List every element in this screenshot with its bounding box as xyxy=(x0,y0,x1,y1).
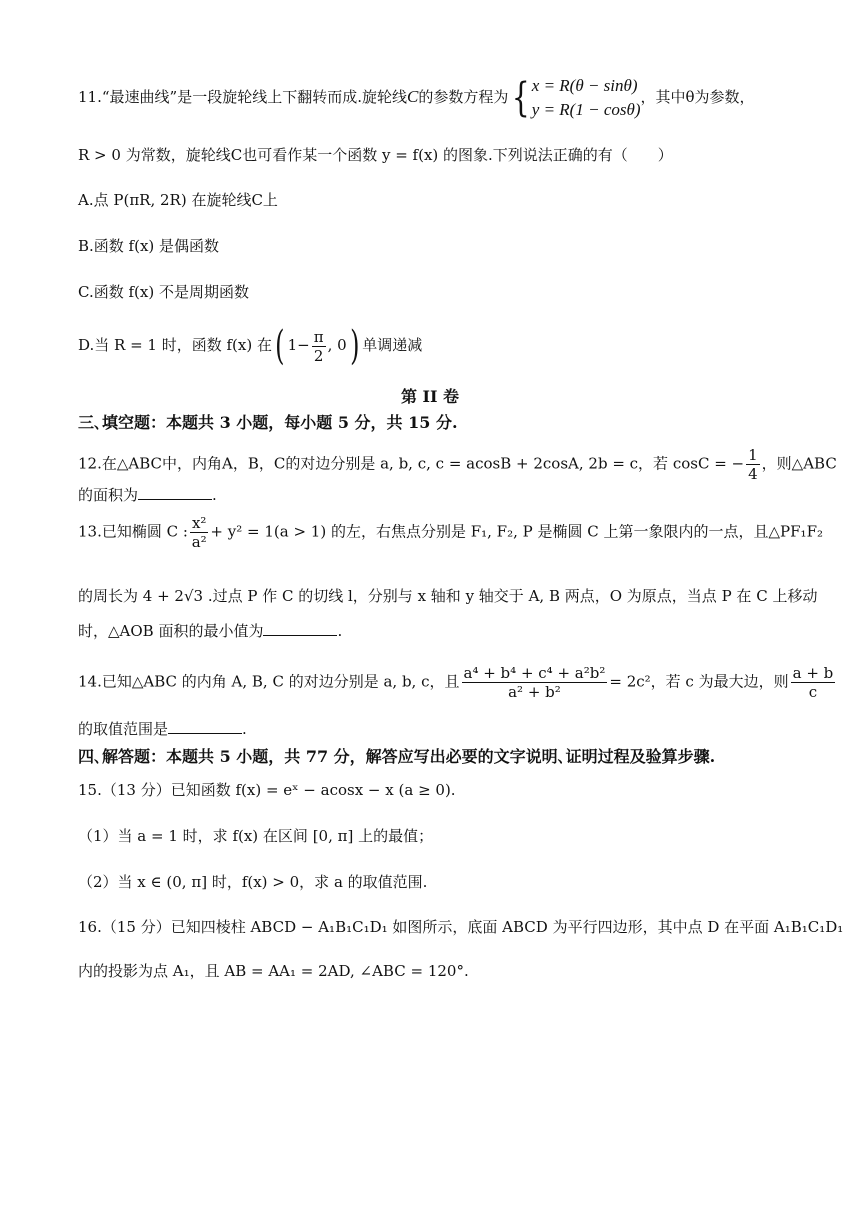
part2-title: 第 II 卷 xyxy=(400,387,460,406)
q11-option-d-fraction: $\frac{\pi}{2}$ xyxy=(313,327,324,365)
q11-option-d-b: , 0 xyxy=(327,336,347,354)
q11-option-d-pre: D.当 R = 1 时，函数 f(x) 在 xyxy=(78,336,272,354)
q11-equation-system xyxy=(532,74,641,122)
q11-intro: 11.“最速曲线”是一段旋轮线上下翻转而成.旋轮线 xyxy=(78,88,407,106)
q13-line3: 时，△AOB 面积的最小值为 . xyxy=(78,622,343,640)
q11-curve-symbol: C xyxy=(406,87,419,106)
q12-line2: 的面积为 . xyxy=(78,486,217,504)
q11-option-d-a: 1− xyxy=(287,336,310,354)
q11-option-d: D.当 R = 1 时，函数 f(x) 在( 1− $\frac{\pi}{2}$ , 0) 单调递减 xyxy=(78,323,423,369)
q14-fraction-main: $\frac{\text{a⁴ + b⁴ + c⁴ + a²b²}}{\text{a² + b²}}$ xyxy=(463,664,606,701)
q16-line1: 16.（15 分）已知四棱柱 ABCD − A₁B₁C₁D₁ 如图所示，底面 ABCD 为平行四边形，其中点 D 在平面 A₁B₁C₁D₁ xyxy=(78,918,844,936)
q12-line1 xyxy=(78,446,837,483)
q12-tail: ，则△ABC xyxy=(761,454,837,473)
q13-fraction: $\frac{\text{x²}}{\text{a²}}$ xyxy=(191,514,207,551)
q13-mid: + y² = 1(a > 1) 的左，右焦点分别是 F₁, F₂, P 是椭圆 C 上第一象限内的一点，且△PF₁F₂ xyxy=(210,522,823,541)
q11-param-text: 的参数方程为 xyxy=(418,88,509,106)
q13-answer-blank xyxy=(263,621,337,636)
q16-line2: 内的投影为点 A₁，且 AB = AA₁ = 2AD, ∠ABC = 120°. xyxy=(78,962,469,980)
section3-title: 三､填空题：本题共 3 小题，每小题 5 分，共 15 分. xyxy=(78,413,458,432)
q12-fraction: $\frac{1}{4}$ xyxy=(748,446,758,483)
q12-text: 12.在△ABC中，内角A，B，C的对边分别是 a, b, c, c = acosB + 2cosA, 2b = c，若 cosC = − xyxy=(78,454,745,473)
q14-mid: = 2c²，若 c 为最大边，则 xyxy=(609,672,789,691)
q11-option-d-post: 单调递减 xyxy=(362,336,423,354)
q11-eq-x: x = R(θ − sinθ) xyxy=(531,76,638,95)
q14-line1 xyxy=(78,664,837,701)
q15-line2: （1）当 a = 1 时，求 f(x) 在区间 [0, π] 上的最值； xyxy=(78,827,434,845)
q11-line2: R > 0 为常数，旋轮线C也可看作某一个函数 y = f(x) 的图象.下列说法正确的有（ ） xyxy=(78,146,673,164)
q11-option-c: C.函数 f(x) 不是周期函数 xyxy=(78,283,249,301)
q11-eq-y: y = R(1 − cosθ) xyxy=(531,100,641,119)
q13-pre: 13.已知椭圆 C : xyxy=(78,522,188,541)
q13-line2: 的周长为 4 + 2√3 .过点 P 作 C 的切线 l，分别与 x 轴和 y 轴交于 A, B 两点，O 为原点，当点 P 在 C 上移动 xyxy=(78,587,818,605)
q14-answer-blank xyxy=(168,719,242,734)
section4-title: 四､解答题：本题共 5 小题，共 77 分，解答应写出必要的文字说明､证明过程及验算步骤. xyxy=(78,747,716,766)
q14-line2: 的取值范围是 . xyxy=(78,720,247,738)
q14-pre: 14.已知△ABC 的内角 A, B, C 的对边分别是 a, b, c，且 xyxy=(78,672,460,691)
q11-tail: ，其中θ为参数， xyxy=(640,88,755,106)
q11-option-a: A.点 P(πR, 2R) 在旋轮线C上 xyxy=(78,191,278,209)
q11-line1 xyxy=(78,74,755,122)
q11-option-b: B.函数 f(x) 是偶函数 xyxy=(78,237,220,255)
q15-line1: 15.（13 分）已知函数 f(x) = eˣ − acosx − x (a ≥ 0). xyxy=(78,781,456,799)
q13-line1 xyxy=(78,514,823,551)
q11-brace: { xyxy=(512,75,530,121)
q12-answer-blank xyxy=(138,485,212,500)
q14-fraction-ratio: $\frac{a + b}{c}$ xyxy=(792,664,834,701)
q15-line3: （2）当 x ∈ (0, π] 时，f(x) > 0，求 a 的取值范围. xyxy=(78,873,428,891)
